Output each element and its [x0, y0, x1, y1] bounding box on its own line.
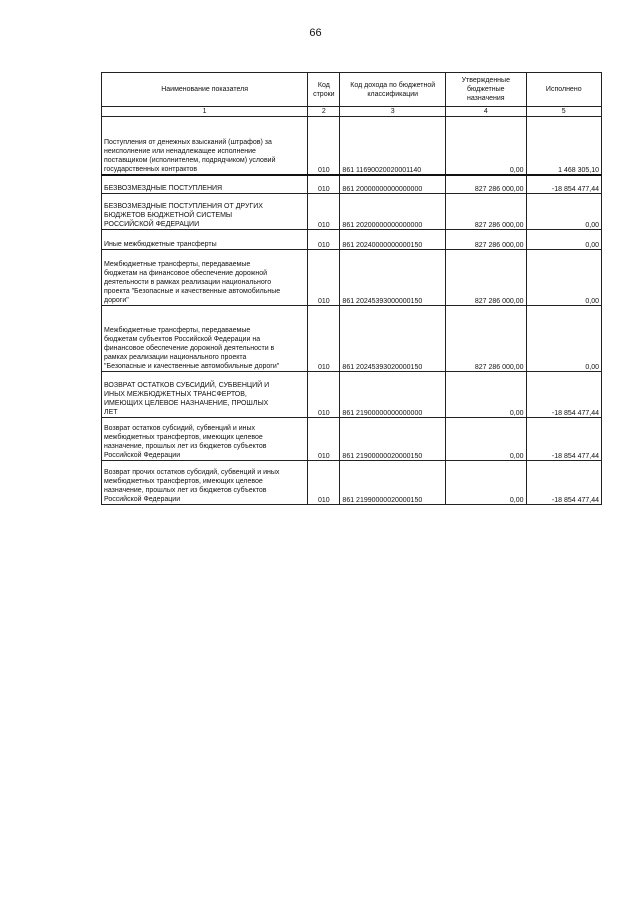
column-number: 4 [446, 107, 526, 117]
line-code: 010 [308, 117, 340, 175]
income-code: 861 11690020020001140 [340, 117, 446, 175]
executed-amount: -18 854 477,44 [526, 372, 601, 418]
line-code: 010 [308, 194, 340, 230]
indicator-name: БЕЗВОЗМЕЗДНЫЕ ПОСТУПЛЕНИЯ [102, 175, 308, 194]
approved-amount: 0,00 [446, 117, 526, 175]
column-number-row [102, 107, 602, 117]
income-code: 861 20245393000000150 [340, 250, 446, 306]
table-row [102, 175, 602, 194]
executed-amount: -18 854 477,44 [526, 175, 601, 194]
indicator-name: БЕЗВОЗМЕЗДНЫЕ ПОСТУПЛЕНИЯ ОТ ДРУГИХ БЮДЖЕТОВ БЮДЖЕТНОЙ СИСТЕМЫ РОССИЙСКОЙ ФЕДЕРАЦИИ [102, 194, 308, 230]
line-code: 010 [308, 230, 340, 250]
column-number: 5 [526, 107, 601, 117]
approved-amount: 0,00 [446, 418, 526, 461]
indicator-name: Поступления от денежных взысканий (штрафов) за неисполнение или ненадлежащее исполнение поставщиком (исполнителем, подрядчиком) условий государственных контрактов [102, 117, 308, 175]
table-row [102, 418, 602, 461]
column-number: 1 [102, 107, 308, 117]
executed-amount: 1 468 305,10 [526, 117, 601, 175]
executed-amount: 0,00 [526, 250, 601, 306]
budget-execution-table [101, 72, 602, 505]
header-approved: Утвержденные бюджетные назначения [446, 73, 526, 107]
indicator-name: ВОЗВРАТ ОСТАТКОВ СУБСИДИЙ, СУБВЕНЦИЙ И ИНЫХ МЕЖБЮДЖЕТНЫХ ТРАНСФЕРТОВ, ИМЕЮЩИХ ЦЕЛЕВОЕ НАЗНАЧЕНИЕ, ПРОШЛЫХ ЛЕТ [102, 372, 308, 418]
indicator-name: Возврат прочих остатков субсидий, субвенций и иных межбюджетных трансфертов, имеющих целевое назначение, прошлых лет из бюджетов субъектов Российской Федерации [102, 461, 308, 505]
line-code: 010 [308, 418, 340, 461]
indicator-name: Межбюджетные трансферты, передаваемые бюджетам субъектов Российской Федерации на финансовое обеспечение дорожной деятельности в рамках реализации национального проекта "Безопасные и качественные автомобильные дороги" [102, 306, 308, 372]
income-code: 861 21990000020000150 [340, 461, 446, 505]
page-number: 66 [309, 27, 322, 39]
approved-amount: 827 286 000,00 [446, 175, 526, 194]
indicator-name: Иные межбюджетные трансферты [102, 230, 308, 250]
line-code: 010 [308, 250, 340, 306]
executed-amount: 0,00 [526, 194, 601, 230]
approved-amount: 827 286 000,00 [446, 194, 526, 230]
header-line-code: Код строки [308, 73, 340, 107]
table-header-row [102, 73, 602, 107]
approved-amount: 827 286 000,00 [446, 230, 526, 250]
executed-amount: 0,00 [526, 306, 601, 372]
table-row [102, 372, 602, 418]
column-number: 3 [340, 107, 446, 117]
header-income-code: Код дохода по бюджетной классификации [340, 73, 446, 107]
income-code: 861 20000000000000000 [340, 175, 446, 194]
table-row [102, 117, 602, 175]
income-code: 861 20245393020000150 [340, 306, 446, 372]
header-executed: Исполнено [526, 73, 601, 107]
table-row [102, 306, 602, 372]
approved-amount: 827 286 000,00 [446, 306, 526, 372]
indicator-name: Возврат остатков субсидий, субвенций и иных межбюджетных трансфертов, имеющих целевое назначение, прошлых лет из бюджетов субъектов Российской Федерации [102, 418, 308, 461]
table-row [102, 250, 602, 306]
income-code: 861 20240000000000150 [340, 230, 446, 250]
line-code: 010 [308, 372, 340, 418]
table-row [102, 230, 602, 250]
executed-amount: -18 854 477,44 [526, 418, 601, 461]
header-indicator-name: Наименование показателя [102, 73, 308, 107]
approved-amount: 827 286 000,00 [446, 250, 526, 306]
indicator-name: Межбюджетные трансферты, передаваемые бюджетам на финансовое обеспечение дорожной деятельности в рамках реализации национального проекта "Безопасные и качественные автомобильные дороги" [102, 250, 308, 306]
table-row [102, 461, 602, 505]
income-code: 861 20200000000000000 [340, 194, 446, 230]
line-code: 010 [308, 175, 340, 194]
income-code: 861 21900000020000150 [340, 418, 446, 461]
table-row [102, 194, 602, 230]
approved-amount: 0,00 [446, 461, 526, 505]
line-code: 010 [308, 306, 340, 372]
income-code: 861 21900000000000000 [340, 372, 446, 418]
approved-amount: 0,00 [446, 372, 526, 418]
column-number: 2 [308, 107, 340, 117]
executed-amount: -18 854 477,44 [526, 461, 601, 505]
executed-amount: 0,00 [526, 230, 601, 250]
line-code: 010 [308, 461, 340, 505]
